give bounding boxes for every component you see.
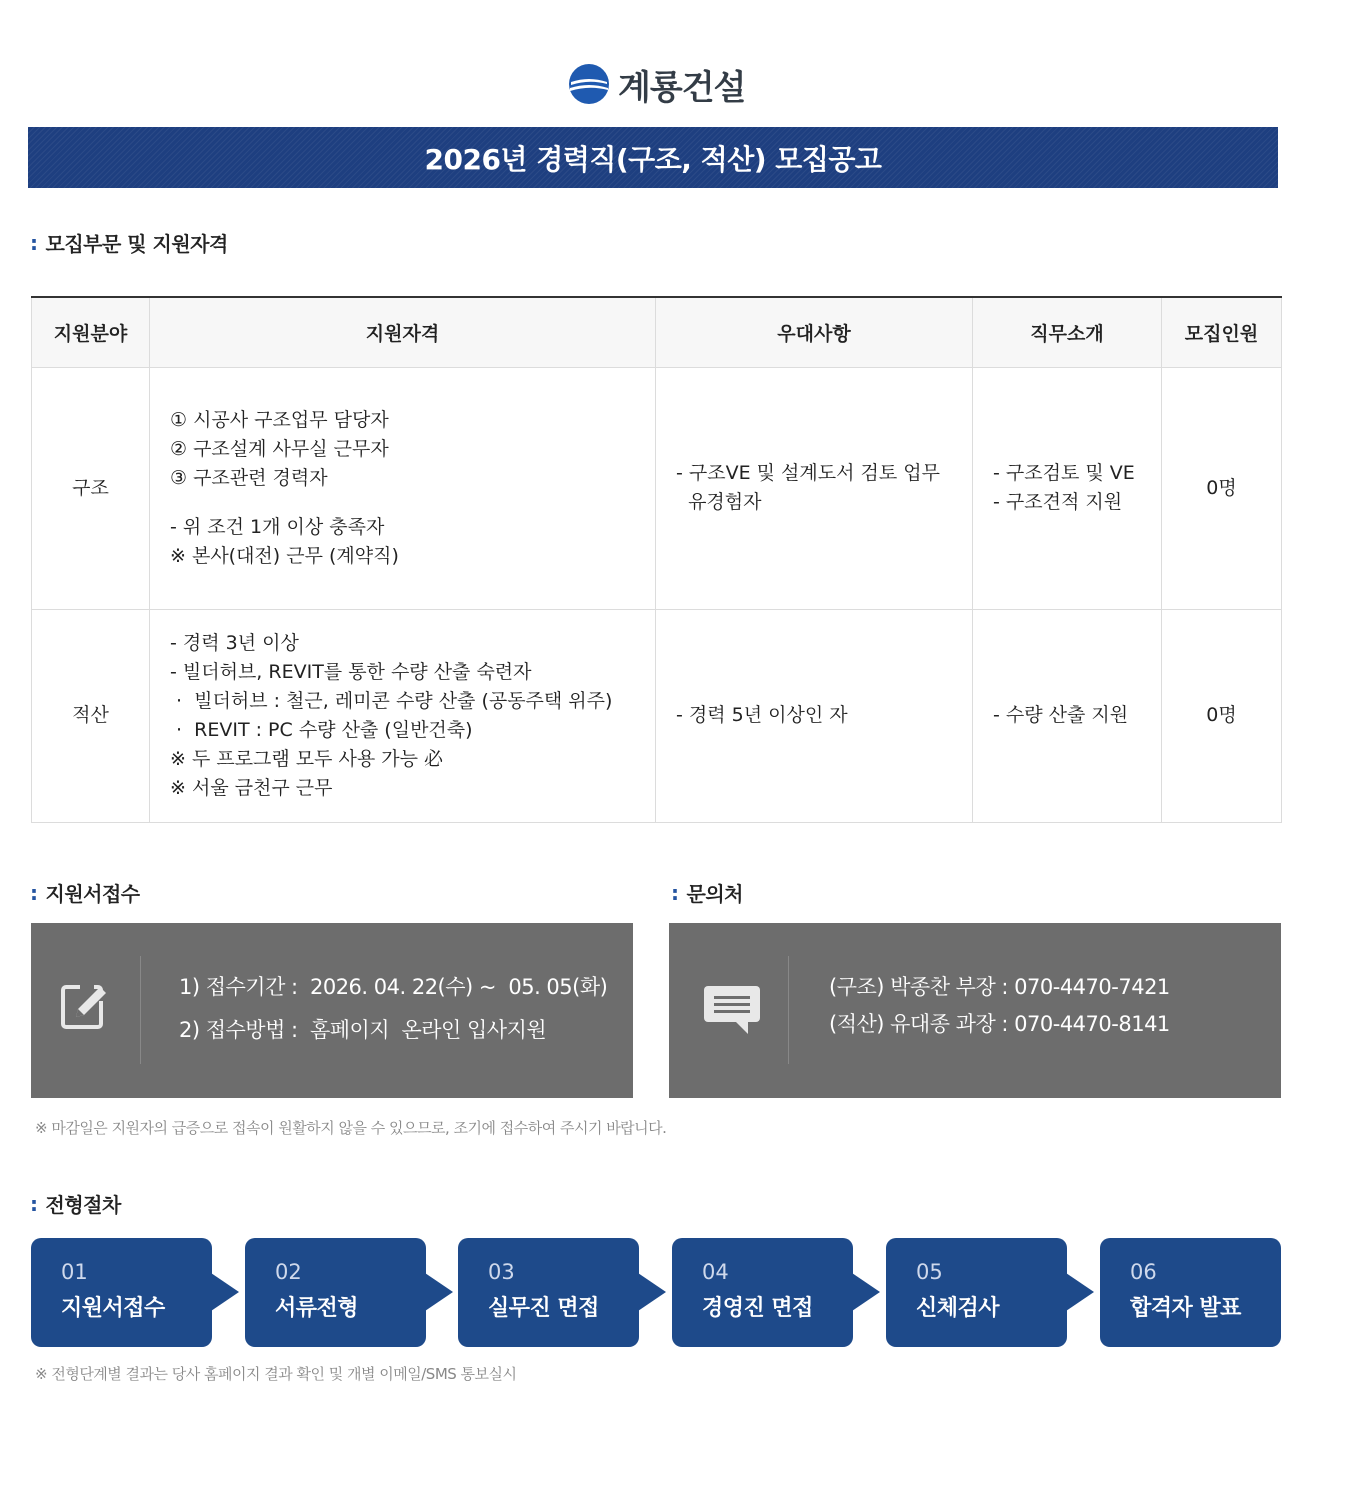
duty-line: - 수량 산출 지원	[993, 704, 1129, 726]
info-divider	[140, 956, 141, 1064]
section-title-recruit	[30, 228, 228, 257]
cell-headcount: 0명	[1162, 367, 1282, 609]
qualification-line: ③ 구조관련 경력자	[170, 466, 328, 489]
preference-line: 유경험자	[676, 491, 762, 513]
process-step	[31, 1238, 212, 1347]
apply-period: 1) 접수기간 : 2026. 04. 22(수) ~ 05. 05(화)	[179, 975, 608, 999]
contact-structure: (구조) 박종찬 부장 : 070-4470-7421	[829, 975, 1170, 999]
process-step	[672, 1238, 853, 1347]
duty-line: - 구조검토 및 VE	[993, 462, 1135, 484]
process-step	[1100, 1238, 1281, 1347]
section-marker: :	[30, 1191, 38, 1216]
section-title-text: 전형절차	[45, 1193, 121, 1217]
apply-method: 2) 접수방법 : 홈페이지 온라인 입사지원	[179, 1018, 547, 1042]
duty-line: - 구조견적 지원	[993, 491, 1123, 513]
cell-qualification	[150, 609, 656, 822]
step-number: 03	[488, 1260, 515, 1284]
qualification-line: ② 구조설계 사무실 근무자	[170, 437, 389, 460]
step-arrow-icon	[852, 1273, 880, 1311]
table-header-row	[32, 297, 1282, 367]
step-number: 02	[275, 1260, 302, 1284]
table-row	[32, 367, 1282, 609]
step-arrow-icon	[1066, 1273, 1094, 1311]
cell-duty	[973, 609, 1162, 822]
qualification-note: ※ 본사(대전) 근무 (계약직)	[170, 544, 399, 567]
edit-icon	[60, 981, 112, 1033]
process-steps	[31, 1238, 1281, 1347]
contact-info-lines	[829, 969, 1170, 1043]
apply-note: ※ 마감일은 지원자의 급증으로 접속이 원활하지 않을 수 있으므로, 조기에 접수하여 주시기 바랍니다.	[35, 1119, 667, 1137]
header-qualification: 지원자격	[150, 297, 656, 367]
apply-info-lines	[179, 966, 607, 1052]
cell-preference	[656, 609, 973, 822]
preference-line: - 구조VE 및 설계도서 검토 업무	[676, 462, 940, 484]
step-number: 06	[1130, 1260, 1157, 1284]
section-title-text: 문의처	[686, 882, 743, 906]
company-logo	[568, 60, 745, 108]
step-label: 합격자 발표	[1130, 1296, 1241, 1321]
section-title-process	[30, 1189, 121, 1218]
table-row	[32, 609, 1282, 822]
step-number: 01	[61, 1260, 88, 1284]
cell-field: 구조	[32, 367, 150, 609]
section-title-contact	[671, 878, 743, 907]
step-label: 실무진 면접	[488, 1296, 599, 1321]
process-step	[245, 1238, 426, 1347]
step-arrow-icon	[425, 1273, 453, 1311]
info-divider	[788, 956, 789, 1064]
section-title-text: 지원서접수	[45, 882, 140, 906]
step-label: 지원서접수	[61, 1296, 165, 1321]
step-arrow-icon	[638, 1273, 666, 1311]
qualification-line: · REVIT : PC 수량 산출 (일반건축)	[170, 718, 473, 741]
process-note: ※ 전형단계별 결과는 당사 홈페이지 결과 확인 및 개별 이메일/SMS 통보실시	[35, 1365, 517, 1383]
title-banner	[28, 127, 1278, 188]
header-field: 지원분야	[32, 297, 150, 367]
contact-info-box	[669, 923, 1281, 1098]
page-title: 2026년 경력직(구조, 적산) 모집공고	[424, 142, 882, 176]
qualification-line: · 빌더허브 : 철근, 레미콘 수량 산출 (공동주택 위주)	[170, 689, 613, 712]
process-step	[458, 1238, 639, 1347]
qualification-line: ※ 서울 금천구 근무	[170, 776, 333, 799]
cell-field: 적산	[32, 609, 150, 822]
step-label: 신체검사	[916, 1296, 1000, 1321]
step-label: 경영진 면접	[702, 1296, 813, 1321]
process-step	[886, 1238, 1067, 1347]
cell-headcount: 0명	[1162, 609, 1282, 822]
cell-duty	[973, 367, 1162, 609]
step-label: 서류전형	[275, 1296, 359, 1321]
logo-mark-icon	[568, 63, 610, 105]
cell-qualification	[150, 367, 656, 609]
header-duty: 직무소개	[973, 297, 1162, 367]
qualification-line: - 빌더허브, REVIT를 통한 수량 산출 숙련자	[170, 660, 532, 683]
header-preference: 우대사항	[656, 297, 973, 367]
recruit-table	[31, 296, 1282, 823]
qualification-line: - 경력 3년 이상	[170, 631, 299, 654]
step-number: 05	[916, 1260, 943, 1284]
section-marker: :	[30, 230, 38, 255]
section-marker: :	[671, 880, 679, 905]
step-number: 04	[702, 1260, 729, 1284]
apply-info-box	[31, 923, 633, 1098]
qualification-note: - 위 조건 1개 이상 충족자	[170, 515, 385, 538]
section-title-text: 모집부문 및 지원자격	[45, 232, 228, 256]
section-marker: :	[30, 880, 38, 905]
qualification-line: ※ 두 프로그램 모두 사용 가능 必	[170, 747, 444, 770]
step-arrow-icon	[211, 1273, 239, 1311]
message-icon	[704, 986, 760, 1036]
preference-line: - 경력 5년 이상인 자	[676, 704, 848, 726]
logo-text: 계룡건설	[618, 67, 746, 108]
section-title-apply	[30, 878, 140, 907]
contact-estimation: (적산) 유대종 과장 : 070-4470-8141	[829, 1012, 1170, 1036]
qualification-line: ① 시공사 구조업무 담당자	[170, 408, 389, 431]
cell-preference	[656, 367, 973, 609]
header-headcount: 모집인원	[1162, 297, 1282, 367]
